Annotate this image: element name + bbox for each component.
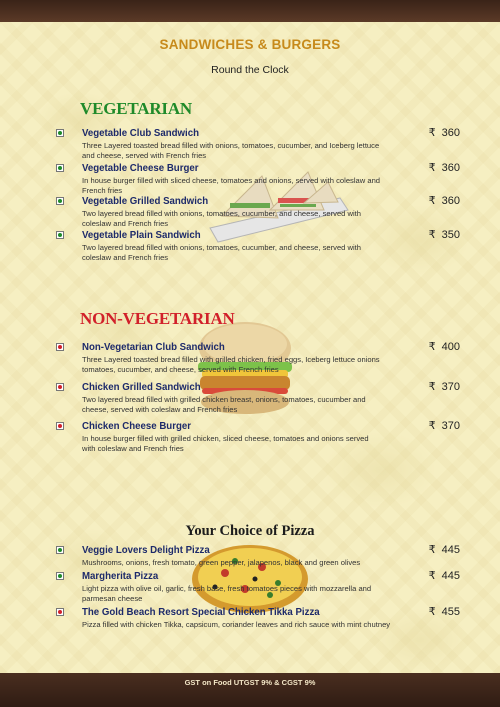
price-value: 360 bbox=[441, 127, 460, 139]
item-description: Three Layered toasted bread filled with onions, tomatoes, cucumber, and Iceberg lettuce and cheese, served with French fries bbox=[82, 141, 380, 160]
item-price bbox=[429, 194, 460, 207]
currency-symbol: ₹ bbox=[428, 544, 436, 556]
currency-symbol: ₹ bbox=[428, 229, 436, 241]
currency-symbol: ₹ bbox=[428, 570, 436, 582]
nonveg-indicator-icon bbox=[56, 383, 64, 391]
page-subtitle: Round the Clock bbox=[211, 64, 289, 76]
currency-symbol: ₹ bbox=[428, 420, 436, 432]
veg-indicator-icon bbox=[56, 231, 64, 239]
tax-note: GST on Food UTGST 9% & CGST 9% bbox=[184, 678, 316, 687]
veg-indicator-icon bbox=[56, 197, 64, 205]
item-name: The Gold Beach Resort Special Chicken Tikka Pizza bbox=[82, 606, 320, 618]
currency-symbol: ₹ bbox=[428, 606, 436, 618]
item-price bbox=[429, 228, 460, 241]
item-name: Vegetable Plain Sandwich bbox=[82, 229, 201, 241]
item-name: Vegetable Grilled Sandwich bbox=[82, 195, 209, 207]
item-name: Chicken Grilled Sandwich bbox=[82, 381, 201, 393]
item-name: Chicken Cheese Burger bbox=[82, 420, 191, 432]
item-description: Pizza filled with chicken Tikka, capsicum, coriander leaves and rich sauce with mint chutney bbox=[82, 620, 391, 629]
item-description: Mushrooms, onions, fresh tomato, green pepper, jalapenos, black and green olives bbox=[82, 558, 361, 567]
item-description: In house burger filled with grilled chicken, sliced cheese, tomatoes and onions served with coleslaw and French fries bbox=[82, 434, 369, 453]
currency-symbol: ₹ bbox=[428, 381, 436, 393]
item-description: Two layered bread filled with onions, tomatoes, cucumber, and cheese, served with coleslaw and French fries bbox=[82, 243, 362, 262]
price-value: 455 bbox=[441, 606, 460, 618]
item-name: Veggie Lovers Delight Pizza bbox=[82, 544, 210, 556]
page-title: SANDWICHES & BURGERS bbox=[159, 37, 341, 52]
price-value: 360 bbox=[441, 162, 460, 174]
top-band bbox=[0, 0, 500, 22]
nonveg-indicator-icon bbox=[56, 608, 64, 616]
item-description: Three Layered toasted bread filled with grilled chicken, fried eggs, Iceberg lettuce onions tomatoes, cucumber, and cheese, served with French fries bbox=[82, 355, 380, 374]
item-name: Vegetable Club Sandwich bbox=[82, 127, 200, 139]
item-price bbox=[429, 543, 460, 556]
item-price bbox=[429, 419, 460, 432]
nonveg-indicator-icon bbox=[56, 343, 64, 351]
item-description: Two layered bread filled with onions, tomatoes, cucumber, and cheese, served with coleslaw and French fries bbox=[82, 209, 362, 228]
item-name: Vegetable Cheese Burger bbox=[82, 162, 199, 174]
item-price bbox=[429, 605, 460, 618]
item-price bbox=[429, 380, 460, 393]
item-name: Margherita Pizza bbox=[82, 570, 159, 582]
item-price bbox=[429, 569, 460, 582]
item-name: Non-Vegetarian Club Sandwich bbox=[82, 341, 225, 353]
item-price bbox=[429, 126, 460, 139]
veg-indicator-icon bbox=[56, 129, 64, 137]
item-price bbox=[429, 340, 460, 353]
currency-symbol: ₹ bbox=[428, 195, 436, 207]
section-heading-non-vegetarian: NON-VEGETARIAN bbox=[80, 309, 235, 328]
price-value: 360 bbox=[441, 195, 460, 207]
price-value: 445 bbox=[441, 570, 460, 582]
sandwich-plate-illustration bbox=[200, 158, 350, 248]
price-value: 445 bbox=[441, 544, 460, 556]
item-price bbox=[429, 161, 460, 174]
price-value: 400 bbox=[441, 341, 460, 353]
section-heading-pizza: Your Choice of Pizza bbox=[185, 523, 315, 539]
veg-indicator-icon bbox=[56, 546, 64, 554]
section-heading-vegetarian: VEGETARIAN bbox=[80, 99, 192, 118]
item-description: Light pizza with olive oil, garlic, fresh base, fresh tomatoes pieces with mozzarella and parmesan cheese bbox=[82, 584, 372, 603]
veg-indicator-icon bbox=[56, 164, 64, 172]
currency-symbol: ₹ bbox=[428, 127, 436, 139]
currency-symbol: ₹ bbox=[428, 341, 436, 353]
veg-indicator-icon bbox=[56, 572, 64, 580]
price-value: 370 bbox=[441, 420, 460, 432]
item-description: In house burger filled with sliced cheese, tomatoes and onions, served with coleslaw and French fries bbox=[82, 176, 381, 195]
nonveg-indicator-icon bbox=[56, 422, 64, 430]
item-description: Two layered bread filled with grilled chicken breast, onions, tomatoes, cucumber and cheese, served with coleslaw and French fries bbox=[82, 395, 366, 414]
price-value: 350 bbox=[441, 229, 460, 241]
currency-symbol: ₹ bbox=[428, 162, 436, 174]
price-value: 370 bbox=[441, 381, 460, 393]
